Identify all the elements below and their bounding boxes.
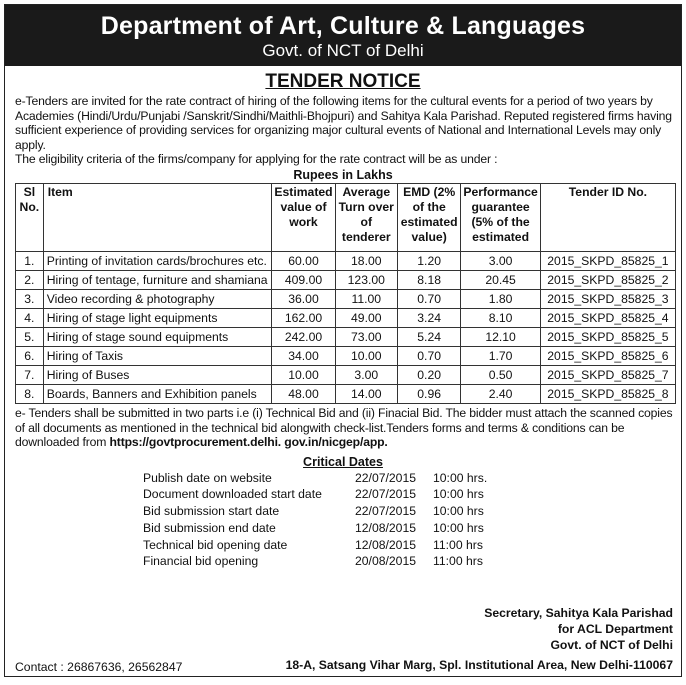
date-event: Technical bid opening date [143,537,288,552]
date-event: Bid submission end date [143,520,276,535]
header-estimated-value: Estimated value of work [272,183,335,251]
office-address: 18-A, Satsang Vihar Marg, Spl. Institutional Area, New Delhi-110067 [285,658,673,672]
date-time: 11:00 hrs [433,537,483,552]
table-row [16,327,676,346]
header-tender-id: Tender ID No. [540,183,675,251]
cell-item-name: Hiring of tentage, furniture and shamiana [43,270,272,289]
cell-item-name: Boards, Banners and Exhibition panels [43,384,272,403]
cell-estimated-value: 36.00 [272,289,335,308]
header-emd: EMD (2% of the estimated value) [397,183,460,251]
cell-emd-value: 0.70 [397,289,460,308]
cell-item-name: Hiring of Taxis [43,346,272,365]
cell-estimated-value: 34.00 [272,346,335,365]
cell-tender-id: 2015_SKPD_85825_4 [540,308,675,327]
cell-average-turnover: 3.00 [335,365,397,384]
cell-sl-no: 4. [16,308,44,327]
signature-line-1: Secretary, Sahitya Kala Parishad [484,606,673,620]
department-subtitle: Govt. of NCT of Delhi [262,41,424,60]
cell-item-name: Hiring of Buses [43,365,272,384]
date-time: 10:00 hrs [433,504,484,519]
critical-date-row [143,553,487,570]
cell-estimated-value: 60.00 [272,251,335,270]
cell-emd-value: 0.20 [397,365,460,384]
date-time: 10:00 hrs [433,487,484,502]
table-row [16,365,676,384]
critical-date-row [143,520,487,537]
cell-emd-value: 0.96 [397,384,460,403]
date-time: 11:00 hrs [433,554,483,569]
cell-estimated-value: 48.00 [272,384,335,403]
cell-tender-id: 2015_SKPD_85825_3 [540,289,675,308]
cell-average-turnover: 18.00 [335,251,397,270]
cell-average-turnover: 123.00 [335,270,397,289]
tender-items-table [15,183,676,404]
table-header-row [16,183,676,251]
date-value: 22/07/2015 [355,504,416,519]
submission-paragraph [5,406,681,450]
table-row [16,270,676,289]
department-title: Department of Art, Culture & Languages [100,12,586,40]
signature-block [484,605,673,653]
date-value: 22/07/2015 [355,487,416,502]
critical-date-row [143,537,487,554]
cell-performance-guarantee: 20.45 [461,270,541,289]
date-value: 22/07/2015 [355,470,416,485]
procurement-url-link[interactable]: https://govtprocurement.delhi. gov.in/nicgep/app. [109,435,388,450]
cell-performance-guarantee: 1.70 [461,346,541,365]
eligibility-paragraph: The eligibility criteria of the firms/company for applying for the rate contract will be as under : [15,152,498,167]
intro-paragraph: e-Tenders are invited for the rate contract of hiring of the following items for the cultural events for a period of two years by Academies (Hindi/Urdu/Punjabi /Sanskrit/Sindhi/Maithli-Bhojpuri) and Sahitya Kala Parishad. Reputed registered firms having sufficient experience of providing services for organizing major cultural events of National and International Levels may only apply. [15,94,672,152]
table-row [16,384,676,403]
signature-line-3: Govt. of NCT of Delhi [550,638,673,652]
cell-emd-value: 1.20 [397,251,460,270]
submission-text: e- Tenders shall be submitted in two parts i.e (i) Technical Bid and (ii) Finacial Bid. The bidder must attach the scanned copies of all documents as mentioned in the technical bid alongwith check-list.Tenders forms and terms & conditions can be downloaded from [15,405,673,450]
cell-estimated-value: 10.00 [272,365,335,384]
date-event: Publish date on website [143,470,272,485]
date-event: Document downloaded start date [143,487,322,502]
critical-dates-table [143,470,487,570]
critical-dates-title: Critical Dates [303,454,383,469]
cell-emd-value: 3.24 [397,308,460,327]
header-average-turnover: Average Turn over of tenderer [335,183,397,251]
cell-average-turnover: 14.00 [335,384,397,403]
header-item: Item [43,183,272,251]
cell-average-turnover: 11.00 [335,289,397,308]
department-header [5,5,681,66]
header-sl-no: Sl No. [16,183,44,251]
cell-performance-guarantee: 3.00 [461,251,541,270]
table-row [16,251,676,270]
date-value: 20/08/2015 [355,554,416,569]
cell-estimated-value: 162.00 [272,308,335,327]
cell-performance-guarantee: 2.40 [461,384,541,403]
cell-performance-guarantee: 1.80 [461,289,541,308]
date-value: 12/08/2015 [355,520,416,535]
critical-date-row [143,470,487,487]
cell-item-name: Hiring of stage light equipments [43,308,272,327]
critical-date-row [143,486,487,503]
cell-tender-id: 2015_SKPD_85825_5 [540,327,675,346]
cell-sl-no: 3. [16,289,44,308]
cell-emd-value: 8.18 [397,270,460,289]
date-value: 12/08/2015 [355,537,416,552]
signature-line-2: for ACL Department [557,622,673,636]
cell-sl-no: 5. [16,327,44,346]
cell-tender-id: 2015_SKPD_85825_7 [540,365,675,384]
cell-sl-no: 2. [16,270,44,289]
cell-emd-value: 0.70 [397,346,460,365]
critical-date-row [143,503,487,520]
notice-title: TENDER NOTICE [265,71,421,92]
cell-tender-id: 2015_SKPD_85825_8 [540,384,675,403]
cell-average-turnover: 49.00 [335,308,397,327]
cell-average-turnover: 73.00 [335,327,397,346]
table-row [16,346,676,365]
cell-estimated-value: 409.00 [272,270,335,289]
table-row [16,308,676,327]
date-time: 10:00 hrs [433,520,484,535]
cell-average-turnover: 10.00 [335,346,397,365]
cell-sl-no: 8. [16,384,44,403]
cell-performance-guarantee: 12.10 [461,327,541,346]
header-performance-guarantee: Performance guarantee (5% of the estimated [461,183,541,251]
cell-performance-guarantee: 8.10 [461,308,541,327]
contact-numbers: Contact : 26867636, 26562847 [15,660,183,674]
cell-item-name: Printing of invitation cards/brochures etc. [43,251,272,270]
date-time: 10:00 hrs. [433,470,488,485]
cell-tender-id: 2015_SKPD_85825_1 [540,251,675,270]
date-event: Financial bid opening [143,554,259,569]
units-label: Rupees in Lakhs [293,167,393,182]
date-event: Bid submission start date [143,504,280,519]
cell-tender-id: 2015_SKPD_85825_2 [540,270,675,289]
cell-emd-value: 5.24 [397,327,460,346]
cell-performance-guarantee: 0.50 [461,365,541,384]
cell-sl-no: 7. [16,365,44,384]
cell-item-name: Video recording & photography [43,289,272,308]
cell-item-name: Hiring of stage sound equipments [43,327,272,346]
cell-sl-no: 6. [16,346,44,365]
cell-estimated-value: 242.00 [272,327,335,346]
table-row [16,289,676,308]
cell-tender-id: 2015_SKPD_85825_6 [540,346,675,365]
cell-sl-no: 1. [16,251,44,270]
tender-notice-page [4,4,682,677]
